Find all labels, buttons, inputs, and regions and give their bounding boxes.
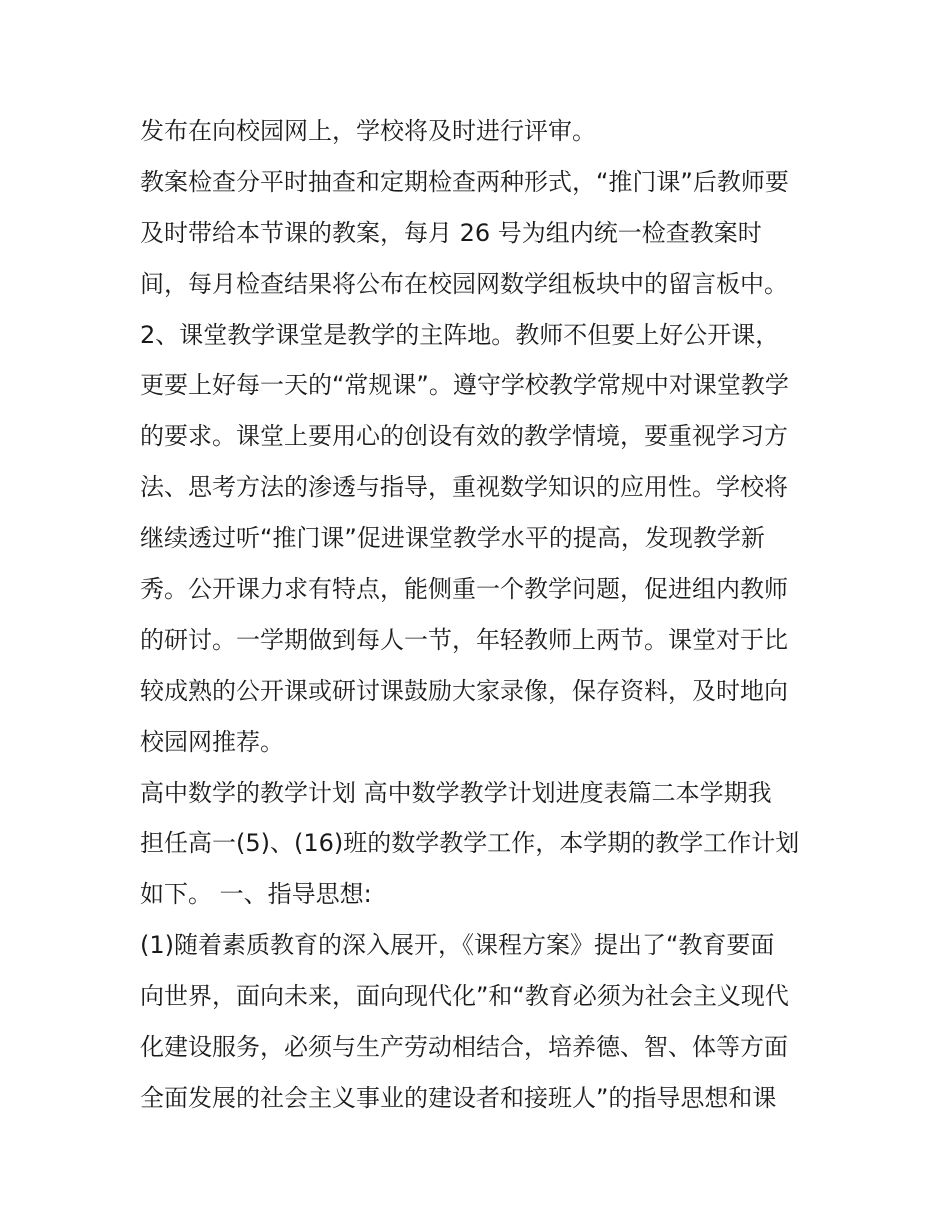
text-line: 高中数学的教学计划 高中数学教学计划进度表篇二本学期我: [140, 778, 772, 807]
text-line: 校园网推荐。: [140, 727, 284, 756]
text-line: 间，每月检查结果将公布在校园网数学组板块中的留言板中。: [140, 269, 788, 298]
text-line: 如下。 一、指导思想:: [140, 880, 372, 909]
text-line: 担任高一(5)、(16)班的数学教学工作，本学期的教学工作计划: [140, 829, 800, 858]
text-line: 法、思考方法的渗透与指导，重视数学知识的应用性。学校将: [140, 473, 788, 502]
text-line: (1)随着素质教育的深入展开，《课程方案》提出了“教育要面: [140, 931, 775, 960]
body-text: [140, 106, 830, 1124]
text-line: 的要求。课堂上要用心的创设有效的教学情境，要重视学习方: [140, 422, 788, 451]
text-line: 向世界，面向未来，面向现代化”和“教育必须为社会主义现代: [140, 982, 789, 1011]
text-line: 较成熟的公开课或研讨课鼓励大家录像，保存资料，及时地向: [140, 676, 788, 705]
text-line: 更要上好每一天的“常规课”。遵守学校教学常规中对课堂教学: [140, 371, 789, 400]
text-line: 2、课堂教学课堂是教学的主阵地。教师不但要上好公开课，: [140, 320, 780, 349]
text-line: 全面发展的社会主义事业的建设者和接班人”的指导思想和课: [140, 1083, 777, 1112]
text-line: 教案检查分平时抽查和定期检查两种形式，“推门课”后教师要: [140, 167, 789, 196]
text-line: 发布在向校园网上，学校将及时进行评审。: [140, 117, 596, 145]
text-line: 继续透过听“推门课”促进课堂教学水平的提高，发现教学新: [140, 524, 765, 553]
text-line: 化建设服务，必须与生产劳动相结合，培养德、智、体等方面: [140, 1033, 788, 1062]
text-line: 秀。公开课力求有特点，能侧重一个教学问题，促进组内教师: [140, 575, 788, 604]
text-line: 及时带给本节课的教案，每月 26 号为组内统一检查教案时: [140, 218, 762, 247]
text-line: 的研讨。一学期做到每人一节，年轻教师上两节。课堂对于比: [140, 625, 788, 654]
